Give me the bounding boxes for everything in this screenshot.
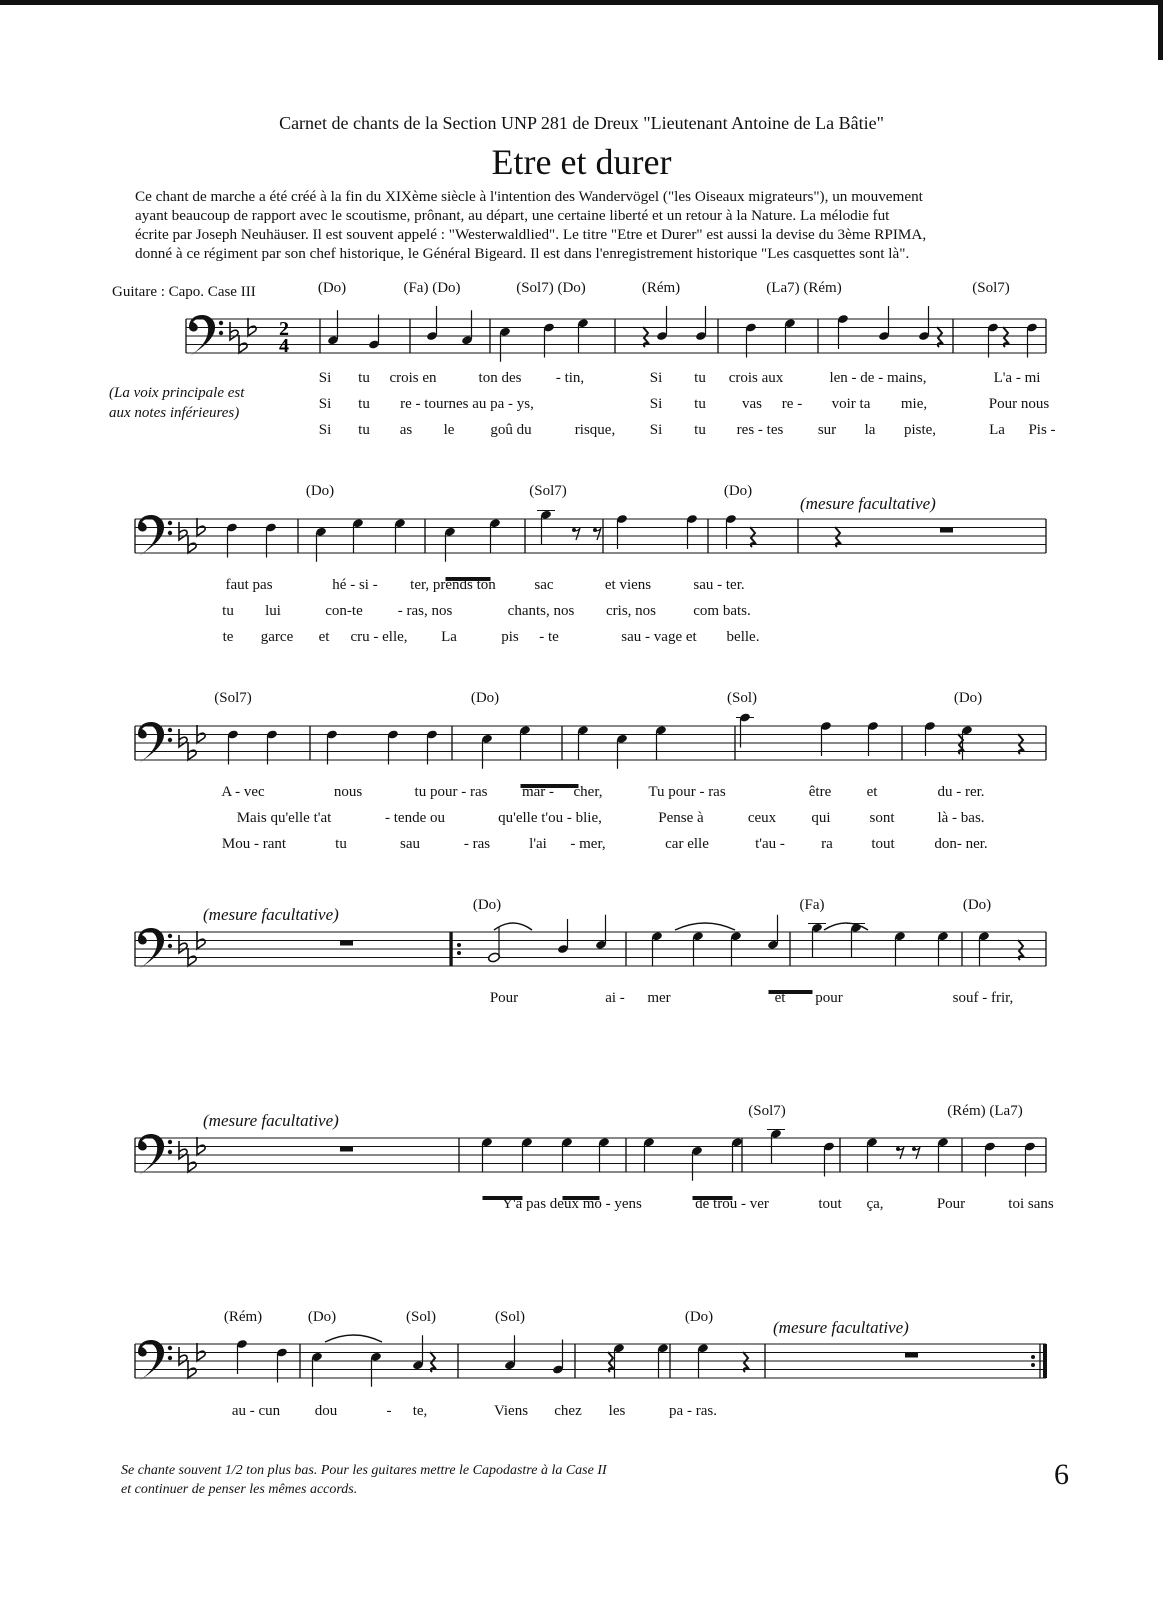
chord-symbol: (Sol)	[727, 690, 757, 706]
lyric-line	[0, 422, 1163, 442]
lyric-word: du - rer.	[937, 784, 985, 800]
lyric-word: toi sans	[1008, 1196, 1054, 1212]
footer-line: Se chante souvent 1/2 ton plus bas. Pour les guitares mettre le Capodastre à la Case II	[121, 1463, 607, 1478]
lyric-line	[0, 577, 1163, 597]
chord-symbol: (Do)	[307, 1309, 337, 1325]
song-title: Etre et durer	[491, 142, 672, 182]
lyric-word: tu	[358, 396, 370, 412]
whole-rest-icon	[905, 1353, 918, 1358]
lyric-word: chez	[554, 1403, 582, 1419]
optional-measure-label: (mesure facultative)	[773, 1318, 909, 1337]
eighth-rest-icon	[896, 1147, 904, 1159]
lyric-word: La	[441, 629, 457, 645]
lyric-word: L'a - mi	[993, 370, 1041, 386]
lyric-word: vas	[742, 396, 762, 412]
lyric-word: - mer,	[570, 836, 606, 852]
lyric-word: là - bas.	[937, 810, 985, 826]
lyric-word: con-te	[325, 603, 363, 619]
lyric-word: le	[443, 422, 455, 438]
eighth-rest-icon	[572, 528, 580, 540]
lyric-word: être	[808, 784, 832, 800]
lyric-word: tu	[335, 836, 347, 852]
lyric-word: ai -	[605, 990, 625, 1006]
lyric-word: cris, nos	[606, 603, 656, 619]
intro-line: ayant beaucoup de rapport avec le scoutisme, prônant, au départ, une certaine liberté et un retour à la Nature. La mélodie fut	[135, 207, 890, 224]
lyric-word: re - tournes au pa - ys,	[400, 396, 534, 412]
chord-symbol: (Do)	[723, 483, 753, 499]
lyric-word: Si	[649, 396, 663, 412]
whole-rest-icon	[340, 941, 353, 946]
lyric-word: Si	[318, 370, 332, 386]
lyric-word: garce	[260, 629, 294, 645]
lyric-line	[0, 1196, 1163, 1216]
lyric-word: -	[386, 1403, 392, 1419]
tie	[325, 1335, 382, 1342]
lyric-word: au - cun	[231, 1403, 281, 1419]
lyric-word: sau - vage et	[621, 629, 697, 645]
lyric-word: don- ner.	[934, 836, 988, 852]
guitar-capo-note: Guitare : Capo. Case III	[112, 284, 256, 300]
quarter-rest-icon	[750, 527, 756, 547]
lyric-word: Si	[318, 396, 332, 412]
lyric-word: res - tes	[736, 422, 784, 438]
chord-symbol: (Sol7)	[214, 690, 252, 706]
lyric-word: t'au -	[755, 836, 785, 852]
chord-symbol: (Do)	[684, 1309, 714, 1325]
lyric-line	[0, 810, 1163, 830]
flat-icon	[179, 729, 187, 747]
quarter-rest-icon	[835, 527, 841, 547]
optional-measure-label: (mesure facultative)	[203, 905, 339, 924]
lyric-word: sac	[534, 577, 554, 593]
flat-icon	[179, 1141, 187, 1159]
lyric-word: tu	[694, 370, 706, 386]
lyric-word: crois aux	[728, 370, 784, 386]
lyric-word: pour	[815, 990, 843, 1006]
staff	[135, 932, 1046, 966]
lyric-line	[0, 629, 1163, 649]
flat-icon	[197, 1343, 205, 1361]
lyric-word: - tin,	[555, 370, 585, 386]
time-signature-bottom: 4	[279, 335, 289, 357]
repeat-dot	[457, 943, 461, 947]
quarter-rest-icon	[743, 1352, 749, 1372]
lyric-word: voir ta	[831, 396, 871, 412]
lyric-word: - ras	[463, 836, 491, 852]
quarter-rest-icon	[937, 327, 943, 347]
flat-icon	[197, 931, 205, 949]
lyric-word: cher,	[573, 784, 603, 800]
lyric-line	[0, 603, 1163, 623]
lyric-word: te	[222, 629, 234, 645]
lyric-word: ceux	[747, 810, 777, 826]
flat-icon	[188, 1154, 196, 1172]
lyric-word: la	[864, 422, 876, 438]
tie	[675, 923, 735, 930]
chord-symbol: (Rém)	[223, 1309, 263, 1325]
lyric-word: - tende ou	[385, 810, 445, 826]
lyric-word: sur	[817, 422, 837, 438]
lyric-line	[0, 1403, 1163, 1423]
lyric-word: souf - frir,	[952, 990, 1014, 1006]
repeat-dot	[1031, 1363, 1035, 1367]
quarter-rest-icon	[643, 327, 649, 347]
lyric-word: tu	[694, 422, 706, 438]
optional-measure-label: (mesure facultative)	[203, 1111, 339, 1130]
chord-symbol: (Sol7)	[748, 1103, 786, 1119]
lyric-word: Pour nous	[988, 396, 1050, 412]
flat-icon	[239, 335, 247, 353]
voice-note-line: (La voix principale est	[109, 385, 245, 401]
repeat-dot	[1031, 1355, 1035, 1359]
lyric-word: Y'a pas deux mo - yens	[502, 1196, 642, 1212]
quarter-rest-icon	[430, 1352, 436, 1372]
lyric-word: ra	[821, 836, 833, 852]
lyric-word: lui	[265, 603, 281, 619]
flat-icon	[179, 935, 187, 953]
lyric-word: et	[318, 629, 330, 645]
quarter-rest-icon	[1018, 734, 1024, 754]
flat-icon	[179, 522, 187, 540]
flat-icon	[188, 535, 196, 553]
lyric-word: sau	[400, 836, 420, 852]
lyric-line	[0, 990, 1163, 1010]
lyric-word: hé - si -	[332, 577, 378, 593]
lyric-line	[0, 784, 1163, 804]
quarter-rest-icon	[1018, 940, 1024, 960]
eighth-rest-icon	[593, 528, 601, 540]
lyric-word: crois en	[389, 370, 437, 386]
lyric-word: Pour	[489, 990, 519, 1006]
flat-icon	[248, 318, 256, 336]
staff	[186, 319, 1046, 353]
lyric-word: Si	[649, 422, 663, 438]
lyric-word: La	[989, 422, 1005, 438]
lyric-word: dou	[314, 1403, 338, 1419]
chord-symbol: (Do)	[953, 690, 983, 706]
lyric-word: - te	[539, 629, 559, 645]
time-signature-top: 2	[279, 318, 289, 340]
lyric-word: chants, nos	[507, 603, 575, 619]
lyric-word: mar -	[521, 784, 555, 800]
lyric-line	[0, 370, 1163, 390]
lyric-word: piste,	[903, 422, 937, 438]
flat-icon	[197, 518, 205, 536]
eighth-rest-icon	[912, 1147, 920, 1159]
lyric-word: tu pour - ras	[414, 784, 488, 800]
chord-symbol: (Sol7)	[972, 280, 1010, 296]
lyric-word: tu	[358, 422, 370, 438]
lyric-word: belle.	[726, 629, 760, 645]
chord-symbol: (Do)	[962, 897, 992, 913]
lyric-word: ton des	[478, 370, 522, 386]
lyric-word: sont	[869, 810, 895, 826]
lyric-word: qui	[811, 810, 831, 826]
chord-symbol: (Fa) (Do)	[403, 280, 461, 296]
lyric-word: cru - elle,	[350, 629, 408, 645]
chord-symbol: (Rém)	[641, 280, 681, 296]
flat-icon	[188, 948, 196, 966]
lyric-word: les	[608, 1403, 626, 1419]
lyric-word: qu'elle t'ou - blie,	[498, 810, 602, 826]
flat-icon	[188, 742, 196, 760]
chord-symbol: (Fa)	[799, 897, 825, 913]
flat-icon	[230, 322, 238, 340]
chord-symbol: (Rém) (La7)	[947, 1103, 1023, 1119]
lyric-word: Si	[318, 422, 332, 438]
chord-symbol: (La7) (Rém)	[766, 280, 842, 296]
lyric-word: sau - ter.	[693, 577, 745, 593]
lyric-word: de trou - ver	[695, 1196, 769, 1212]
lyric-word: te,	[412, 1403, 428, 1419]
lyric-word: Mou - rant	[221, 836, 287, 852]
lyric-word: Si	[649, 370, 663, 386]
chord-symbol: (Sol)	[406, 1309, 436, 1325]
lyric-word: ça,	[866, 1196, 884, 1212]
lyric-word: goû du	[490, 422, 532, 438]
whole-rest-icon	[940, 528, 953, 533]
lyric-word: car elle	[665, 836, 709, 852]
lyric-word: Viens	[493, 1403, 529, 1419]
lyric-word: tu	[694, 396, 706, 412]
lyric-word: et viens	[604, 577, 652, 593]
lyric-word: pa - ras.	[669, 1403, 717, 1419]
lyric-word: as	[399, 422, 413, 438]
chord-symbol: (Sol)	[495, 1309, 525, 1325]
quarter-rest-icon	[1003, 327, 1009, 347]
chord-symbol: (Do)	[305, 483, 335, 499]
whole-rest-icon	[340, 1147, 353, 1152]
lyric-word: Pis -	[1028, 422, 1056, 438]
lyric-word: tout	[871, 836, 895, 852]
repeat-dot	[457, 951, 461, 955]
lyric-word: nous	[333, 784, 363, 800]
lyric-line	[0, 396, 1163, 416]
page-number: 6	[1054, 1458, 1069, 1491]
lyric-word: A - vec	[221, 784, 265, 800]
quarter-rest-icon	[608, 1352, 614, 1372]
lyric-word: len - de - mains,	[829, 370, 927, 386]
lyric-word: re -	[781, 396, 803, 412]
lyric-word: - ras, nos	[397, 603, 453, 619]
footer-note	[121, 1461, 607, 1499]
staff	[135, 1138, 1046, 1172]
lyric-word: Mais qu'elle t'at	[236, 810, 332, 826]
intro-line: écrite par Joseph Neuhäuser. Il est souvent appelé : "Westerwaldlied". Le titre "Etre et Durer" est aussi la devise du 3ème RPIMA,	[135, 226, 927, 243]
lyric-word: faut pas	[225, 577, 273, 593]
lyric-word: mer	[647, 990, 671, 1006]
flat-icon	[197, 1137, 205, 1155]
lyric-word: mie,	[900, 396, 928, 412]
flat-icon	[179, 1347, 187, 1365]
lyric-word: et	[774, 990, 786, 1006]
lyric-word: tu	[222, 603, 234, 619]
chord-symbol: (Sol7) (Do)	[516, 280, 586, 296]
chord-symbol: (Sol7)	[529, 483, 567, 499]
lyric-word: pis	[501, 629, 519, 645]
lyric-word: tu	[358, 370, 370, 386]
chord-symbol: (Do)	[470, 690, 500, 706]
lyric-word: risque,	[574, 422, 616, 438]
lyric-word: Pense à	[658, 810, 704, 826]
footer-line: et continuer de penser les mêmes accords.	[121, 1482, 358, 1497]
chord-symbol: (Do)	[472, 897, 502, 913]
lyric-word: et	[866, 784, 878, 800]
lyric-word: l'ai	[529, 836, 547, 852]
optional-measure-label: (mesure facultative)	[800, 494, 936, 513]
staff	[135, 1344, 1046, 1378]
intro-line: donné à ce régiment par son chef historique, le Général Bigeard. Il est dans l'enregistrement historique "Les casquettes sont là".	[135, 245, 910, 262]
lyric-word: Tu pour - ras	[648, 784, 726, 800]
lyric-line	[0, 836, 1163, 856]
lyric-word: Pour	[936, 1196, 966, 1212]
intro-line: Ce chant de marche a été créé à la fin du XIXème siècle à l'intention des Wandervögel ("les Oiseaux migrateurs"), un mouvement	[135, 188, 923, 205]
flat-icon	[197, 725, 205, 743]
tie	[494, 923, 532, 930]
voice-note-line: aux notes inférieures)	[109, 405, 240, 421]
lyric-word: com bats.	[693, 603, 751, 619]
chord-symbol: (Do)	[317, 280, 347, 296]
lyric-word: tout	[818, 1196, 842, 1212]
lyric-word: ter, prends ton	[410, 577, 496, 593]
flat-icon	[188, 1360, 196, 1378]
songbook-header: Carnet de chants de la Section UNP 281 de Dreux "Lieutenant Antoine de La Bâtie"	[279, 113, 884, 133]
